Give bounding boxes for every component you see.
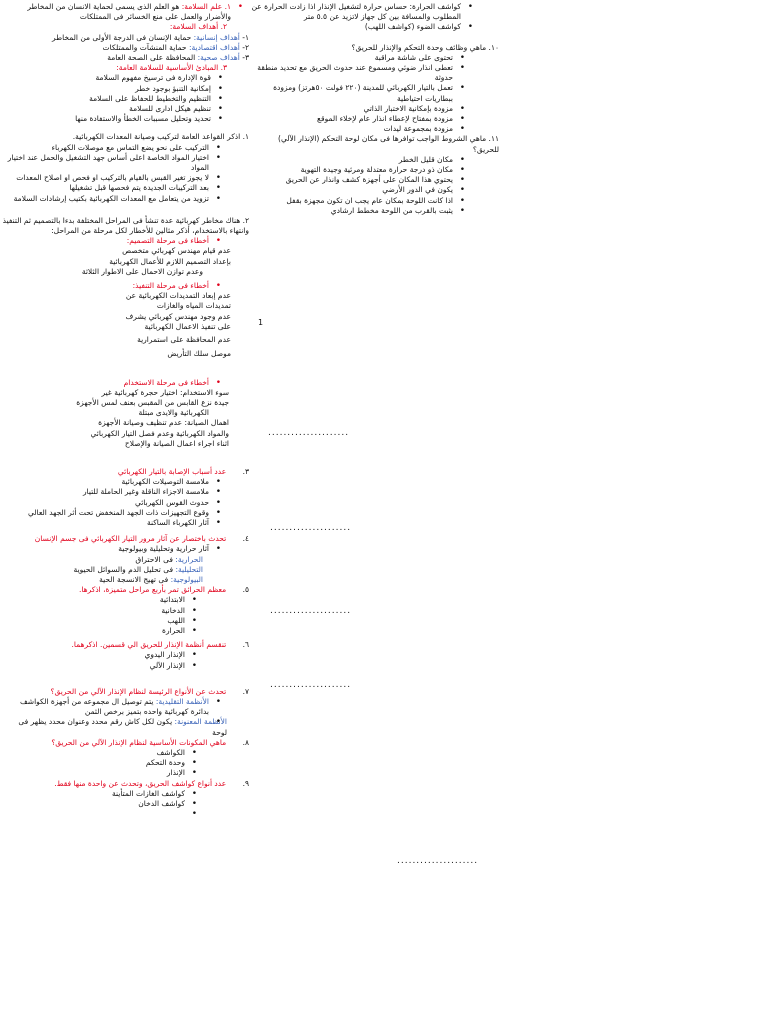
execution-line: عدم إبعاد التمديدات الكهربائية عن — [125, 291, 231, 301]
list-item: • مزودة بمفتاح لإعطاء انذار عام لإخلاء الموقع — [250, 114, 471, 124]
design-line: بإعداد التصميم اللازم للأعمال الكهربائية — [109, 256, 231, 266]
execution-stage-title: • أخطاء فى مرحلة التنفيذ: — [2, 281, 227, 291]
list-item: • الكواشف — [2, 748, 203, 758]
list-item: • الإنذار — [2, 768, 203, 778]
list-item: • كواشف الدخان — [2, 799, 203, 809]
goals-title: ٢. أهداف السلامة: — [169, 22, 227, 32]
usage-line: جيدة نزع القابس من المقبس بعنف لمس الأجهزة — [76, 397, 229, 407]
spacer — [2, 671, 249, 687]
list-item: • مزودة بمجموعة ليدات — [250, 124, 471, 134]
safety-definition-text: هو العلم الذى يسمى لحماية الانسان من المخاطر والأضرار والعمل على منع الخسائر فى الممتلكات — [27, 2, 231, 22]
answer-dots: ..................... — [268, 428, 350, 438]
question-6-list — [2, 650, 249, 670]
list-item: • ملامسة الاجزاء الناقلة وغير الحاملة للتيار — [2, 487, 227, 497]
question-4-list — [2, 544, 249, 585]
list-item: • كواشف الحرارة: حساس حرارة لتشغيل الإنذار اذا زادت الحرارة عن المطلوب والمسافة بين كل جهاز لاتزيد عن ٥.٥ متر — [250, 2, 479, 22]
question-10-title: ١٠. ماهي وظائف وحدة التحكم والإنذار للحريق؟ — [351, 42, 499, 52]
spacer — [2, 449, 249, 467]
effect-line: البيولوجية: فى تهيج الانسجة الحية — [99, 574, 203, 584]
list-item: • التنظيم والتخطيط للحفاظ على السلامة — [2, 94, 229, 104]
question-5-list — [2, 595, 249, 636]
question-7-list — [2, 697, 249, 738]
usage-line: سوء الاستخدام: اختيار حجرة كهربائية غير — [101, 387, 229, 397]
list-item: • الابتدائية — [2, 595, 203, 605]
question-10-list — [250, 53, 513, 135]
list-item: • الأنظمة المعنونة: يكون لكل كاش رقم محدد وعنوان محدد يظهر فى لوحة — [2, 717, 227, 737]
list-item: • تزويد من يتعامل مع المعدات الكهربائية بكتيب إرشادات السلامة — [2, 194, 227, 204]
list-item: • لا يجوز تغير القبس بالقيام بالتركيب او فحص او اصلاح المعدات — [2, 173, 227, 183]
goal-item: ٢- أهداف اقتصادية: حماية المنشآت والممتلكات — [102, 42, 249, 52]
execution-line: عدم وجود مهندس كهربائي يشرف — [125, 311, 231, 321]
goals-list — [2, 33, 249, 64]
question-1-list — [2, 143, 249, 204]
question-7-title: ٧. تحدث عن الأنواع الرئيسة لنظام الإنذار الآلي من الحريق؟ — [50, 686, 249, 696]
question-9 — [2, 779, 249, 810]
question-7 — [2, 687, 249, 738]
right-column — [2, 0, 249, 809]
spacer — [2, 204, 249, 216]
execution-line: على تنفيذ الاعمال الكهربائية — [144, 321, 231, 331]
question-11-title: ١١. ماهي الشروط الواجب توافرها فى مكان لوحة التحكم (الإنذار الآلي) للحريق؟ — [278, 134, 499, 154]
usage-line: الكهربائية والايدى مبتلة — [138, 408, 209, 418]
list-item: • وقوع التجهيزات ذات الجهد المنخفض تحت أثر الجهد العالي — [2, 508, 227, 518]
list-item: • حدوث القوس الكهربائي — [2, 498, 227, 508]
answer-dots: ..................... — [270, 606, 352, 616]
question-5-title: ٥. معظم الحرائق تمر بأربع مراحل متميزة، اذكرها. — [79, 585, 249, 595]
question-5 — [2, 585, 249, 636]
safety-definition-term: ١. علم السلامة: — [181, 2, 231, 11]
list-item: • تحديد وتحليل مسببات الخطأ والاستفادة منها — [2, 114, 229, 124]
question-6-title: ٦. تنقسم أنظمة الإنذار للحريق الي قسمين. اذكرهما. — [71, 640, 249, 650]
principles-list — [2, 73, 249, 124]
list-item: • تحتوى على شاشة مراقبة — [250, 53, 471, 63]
execution-stage-lines — [2, 291, 249, 359]
question-3-title: ٣. عدد أسباب الإصابة بالتيار الكهربائي — [117, 466, 249, 476]
list-item: • مكان قليل الخطر — [250, 155, 471, 165]
question-3 — [2, 467, 249, 528]
list-item: • تنظيم هيكل ادارى للسلامة — [2, 104, 229, 114]
goal-item: ١- أهداف إنسانية: حماية الإنسان فى الدرجة الأولى من المخاطر — [52, 32, 249, 42]
list-item: • وحدة التحكم — [2, 758, 203, 768]
page-number: 1 — [258, 318, 264, 327]
design-line: وعدم توازن الاحمال على الاطوار الثلاثة — [81, 266, 203, 276]
question-9-list — [2, 789, 249, 809]
list-item: • الدخانية — [2, 606, 203, 616]
question-4-title: ٤. تحدث باختصار عن آثار مرور التيار الكهربائي فى جسم الإنسان — [34, 534, 249, 544]
design-stage-title: • أخطاء فى مرحلة التصميم: — [2, 236, 227, 246]
left-column — [250, 0, 513, 216]
usage-stage-lines — [2, 388, 249, 449]
principles-title: ٣. المبادئ الأساسية للسلامة العامة: — [116, 63, 227, 73]
effect-line: الحرارية: فى الاحتراق — [135, 554, 203, 564]
usage-line: اهمال الصيانة: عدم تنظيف وصيانة الأجهزة — [98, 418, 229, 428]
execution-line: تمديدات المياه والغازات — [156, 301, 231, 311]
list-item: • إمكانية التنبؤ بوجود خطر — [2, 84, 229, 94]
list-item: • آثار الكهرباء الساكنة — [2, 518, 227, 528]
list-item: • اللهب — [2, 616, 203, 626]
list-item: • تعمل بالتيار الكهربائي للمدينة (٢٢٠ فولت ٥٠هرتز) ومزودة ببطاريات احتياطية — [250, 83, 471, 103]
usage-stage-title: • أخطاء فى مرحلة الاستخدام — [2, 378, 227, 388]
question-4 — [2, 534, 249, 585]
list-item: • الأنظمة التقليدية: يتم توصيل ال مجموعه من أجهزة الكواشف بدائرة كهربائية واحده بتميز برخص الثمن — [2, 697, 227, 717]
execution-line: عدم المحافظة على استمرارية — [137, 335, 231, 345]
usage-line: اثناء اجراء اعمال الصيانة والإصلاح — [124, 438, 229, 448]
question-1-title: ١. اذكر القواعد العامة لتركيب وصيانة المعدات الكهربائية. — [72, 132, 249, 142]
question-8-list — [2, 748, 249, 779]
effect-line: التحليلية: فى تحليل الدم والسوائل الحيوية — [73, 564, 203, 574]
execution-line: موصل سلك التأريض — [167, 349, 231, 359]
answer-dots: ..................... — [397, 856, 479, 866]
question-11-list — [250, 155, 513, 216]
list-item: • كواشف الغازات المتأينة — [2, 789, 203, 799]
usage-line: والمواد الكهربائية وعدم فصل التيار الكهربائي — [90, 428, 229, 438]
question-8 — [2, 738, 249, 779]
design-line: عدم قيام مهندس كهربائي متخصص — [122, 246, 231, 256]
list-item: • كواشف الضوء (كواشف اللهب) — [250, 22, 479, 32]
list-item: • يحتوي هذا المكان على أجهزة كشف وانذار عن الحريق — [250, 175, 471, 185]
safety-definition — [2, 2, 249, 22]
spacer — [250, 33, 513, 43]
list-item: • ملامسة التوصيلات الكهربائية — [2, 477, 227, 487]
answer-dots: ..................... — [270, 680, 352, 690]
spacer — [2, 124, 249, 132]
list-item: • آثار حرارية وتحليلية وبيولوجية — [2, 544, 227, 554]
list-item: • اذا كانت اللوحة بمكان عام يجب ان تكون مجهزة بقفل — [250, 196, 471, 206]
question-9-title: ٩. عدد أنواع كواشف الحريق، وتحدث عن واحدة منها فقط. — [54, 778, 249, 788]
list-item: • مزودة بإمكانية الاختبار الذاتي — [250, 104, 471, 114]
list-item: • الإنذار اليدوي — [2, 650, 203, 660]
goal-item: ٣- أهداف صحية: المحافظة على الصحة العامة — [107, 53, 249, 63]
question-2-title: ٢. هناك مخاطر كهربائية عدة تنشأ فى المراحل المختلفة بدءا بالتصميم ثم التنفيذ وانتهاء بالاستخدام، أذكر مثالين للأخطار لكل مرحلة من المراحل: — [2, 215, 249, 236]
list-item: • يكون في الدور الأرضي — [250, 185, 471, 195]
list-item: • التركيب على نحو يضع التماس مع موصلات الكهرباء — [2, 143, 227, 153]
detectors-list — [250, 2, 513, 33]
answer-dots: ..................... — [270, 523, 352, 533]
design-stage-lines — [2, 246, 249, 277]
question-8-title: ٨. ماهي المكونات الأساسية لنظام الإنذار الآلي من الحريق؟ — [51, 737, 249, 747]
list-item: • الإنذار الآلي — [2, 661, 203, 671]
list-item: • بعد التركيبات الجديدة يتم فحصها قبل تشغيلها — [2, 183, 227, 193]
list-item: • اختيار المواد الخاصة اعلى أساس جهد التشغيل والحمل عند اختيار المواد — [2, 153, 227, 173]
list-item: • مكان ذو درجة حرارة معتدلة ومرئية وجيدة التهوية — [250, 165, 471, 175]
spacer — [2, 360, 249, 378]
question-3-list — [2, 477, 249, 528]
question-6 — [2, 640, 249, 671]
list-item: • تعطى انذار ضوئي ومسموع عند حدوث الحريق مع تحديد منطقة حدوثة — [250, 63, 471, 83]
list-item: • الحرارة — [2, 626, 203, 636]
list-item: • قوة الإدارة فى ترسيخ مفهوم السلامة — [2, 73, 229, 83]
list-item: • يثبت بالقرب من اللوحة مخطط ارشادي — [250, 206, 471, 216]
